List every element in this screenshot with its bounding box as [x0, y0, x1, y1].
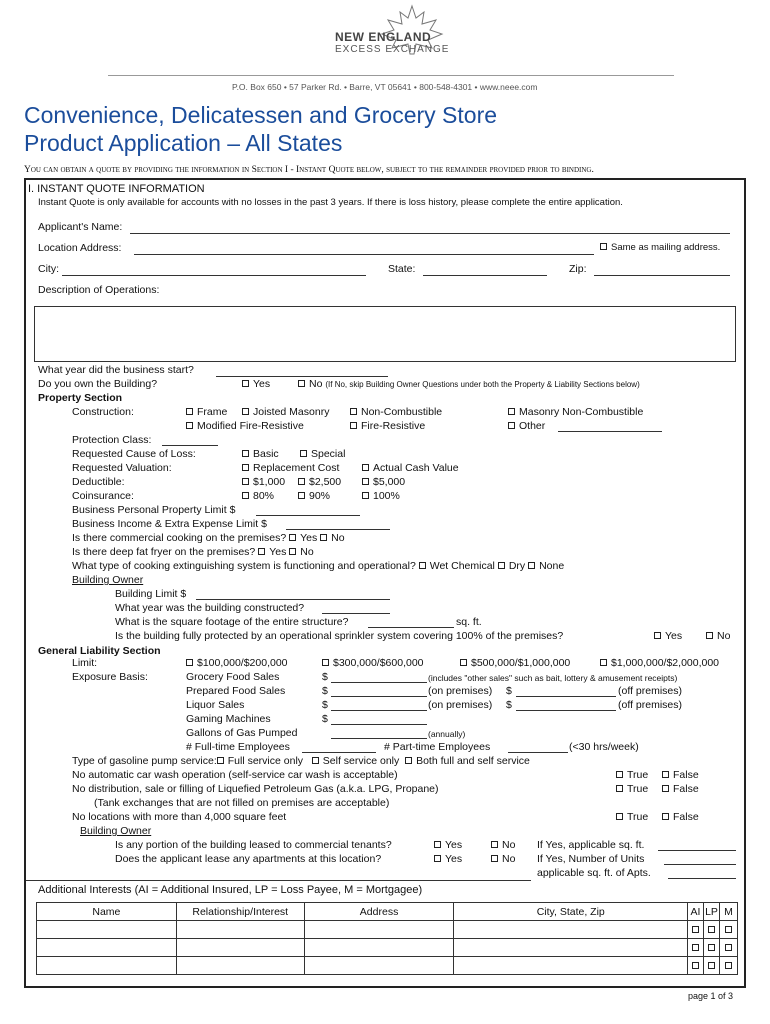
- checkbox-icon[interactable]: [692, 962, 699, 969]
- basic-label: Basic: [253, 448, 279, 460]
- same-mailing-label: Same as mailing address.: [611, 242, 721, 253]
- leased-label: Is any portion of the building leased to commercial tenants?: [115, 839, 392, 851]
- true-label: True: [627, 769, 649, 781]
- table-header-row: [37, 903, 738, 921]
- checkbox-icon[interactable]: [186, 408, 193, 415]
- bpp-label: Business Personal Property Limit $: [72, 504, 236, 516]
- apt-no[interactable]: [491, 853, 515, 866]
- checkbox-icon[interactable]: [662, 771, 669, 778]
- state-field[interactable]: [423, 275, 547, 276]
- no-4000-label: No locations with more than 4,000 square feet: [72, 811, 287, 823]
- checkbox-icon[interactable]: [600, 243, 607, 250]
- d1000-label: $1,000: [253, 476, 286, 488]
- sq-footage-field[interactable]: [368, 627, 454, 628]
- checkbox-icon[interactable]: [692, 944, 699, 951]
- ai-cell[interactable]: [688, 957, 704, 975]
- opt-c90[interactable]: [298, 490, 330, 503]
- page-title-line1: Convenience, Delicatessen and Grocery Store: [24, 102, 498, 128]
- own-building-no[interactable]: [298, 378, 640, 391]
- logo-line2: EXCESS EXCHANGE: [335, 44, 450, 55]
- both-service-label: Both full and self service: [416, 755, 530, 767]
- additional-heading: Additional Interests (AI = Additional Insured, LP = Loss Payee, M = Mortgagee): [38, 884, 423, 896]
- c90-label: 90%: [309, 490, 331, 502]
- liquor-label: Liquor Sales: [186, 699, 245, 711]
- checkbox-icon[interactable]: [186, 659, 193, 666]
- city-cell[interactable]: [454, 957, 688, 975]
- checkbox-icon[interactable]: [186, 422, 193, 429]
- grocery-field[interactable]: [331, 682, 427, 683]
- opt-l2[interactable]: [322, 657, 424, 670]
- dry-label: Dry: [508, 560, 526, 572]
- table-row: [37, 939, 738, 957]
- true-label: True: [627, 783, 649, 795]
- opt-d1000[interactable]: [242, 476, 285, 489]
- description-label: Description of Operations:: [38, 284, 160, 296]
- opt-basic[interactable]: [242, 448, 279, 461]
- m-cell[interactable]: [719, 957, 737, 975]
- prepared-on-field[interactable]: [331, 696, 427, 697]
- l1-label: $100,000/$200,000: [197, 657, 288, 669]
- false-label: False: [673, 811, 699, 823]
- full-service-label: Full service only: [227, 755, 304, 767]
- sqft-false[interactable]: [662, 811, 699, 824]
- leased-no[interactable]: [491, 839, 515, 852]
- name-cell[interactable]: [37, 921, 177, 939]
- relationship-cell[interactable]: [176, 939, 304, 957]
- checkbox-icon[interactable]: [508, 408, 515, 415]
- masonry-noncomb-label: Masonry Non-Combustible: [519, 406, 644, 418]
- own-building-yes[interactable]: [242, 378, 270, 391]
- no-lpg-label: No distribution, sale or filling of Liquefied Petroleum Gas (a.k.a. LPG, Propane): [72, 783, 439, 795]
- name-cell[interactable]: [37, 939, 177, 957]
- none-label: None: [539, 560, 565, 572]
- l4-label: $1,000,000/$2,000,000: [611, 657, 720, 669]
- opt-special[interactable]: [300, 448, 345, 461]
- car-wash-false[interactable]: [662, 769, 699, 782]
- noncomb-label: Non-Combustible: [361, 406, 443, 418]
- city-cell[interactable]: [454, 939, 688, 957]
- self-service-label: Self service only: [322, 755, 400, 767]
- leased-yes[interactable]: [434, 839, 462, 852]
- extinguishing-label: What type of cooking extinguishing system is functioning and operational?: [72, 560, 416, 572]
- checkbox-icon[interactable]: [419, 562, 426, 569]
- address-cell[interactable]: [304, 939, 454, 957]
- checkbox-icon[interactable]: [298, 478, 305, 485]
- joisted-label: Joisted Masonry: [253, 406, 330, 418]
- prepared-dollar2: $: [506, 685, 512, 697]
- opt-joisted[interactable]: [242, 406, 329, 419]
- gas-service-label: Type of gasoline pump service:: [72, 755, 217, 767]
- lpg-true[interactable]: [616, 783, 648, 796]
- col-m: M: [719, 903, 737, 921]
- ft-emp-field[interactable]: [302, 752, 376, 753]
- yes-label: Yes: [253, 378, 271, 390]
- same-mailing-option[interactable]: [600, 242, 720, 253]
- prepared-off-label: (off premises): [618, 685, 682, 697]
- valuation-label: Requested Valuation:: [72, 462, 172, 474]
- liquor-off-label: (off premises): [618, 699, 682, 711]
- checkbox-icon[interactable]: [616, 813, 623, 820]
- ai-cell[interactable]: [688, 939, 704, 957]
- false-label: False: [673, 783, 699, 795]
- opt-other[interactable]: [508, 420, 545, 433]
- checkbox-icon[interactable]: [362, 464, 369, 471]
- page-number: page 1 of 3: [688, 991, 734, 1001]
- pt-emp-label: # Part-time Employees: [384, 741, 491, 753]
- car-wash-true[interactable]: [616, 769, 648, 782]
- bi-field[interactable]: [286, 529, 390, 530]
- checkbox-icon[interactable]: [708, 926, 715, 933]
- no-car-wash-label: No automatic car wash operation (self-service car wash is acceptable): [72, 769, 398, 781]
- c80-label: 80%: [253, 490, 275, 502]
- frame-label: Frame: [197, 406, 228, 418]
- coinsurance-label: Coinsurance:: [72, 490, 134, 502]
- apt-if-yes-label: If Yes, Number of Units: [537, 853, 645, 865]
- opt-l4[interactable]: [600, 657, 719, 670]
- checkbox-icon[interactable]: [460, 659, 467, 666]
- c100-label: 100%: [373, 490, 400, 502]
- zip-label: Zip:: [569, 263, 587, 275]
- checkbox-icon[interactable]: [298, 380, 305, 387]
- opt-l1[interactable]: [186, 657, 288, 670]
- apt-sqft-label: applicable sq. ft. of Apts.: [537, 867, 651, 879]
- section1-heading: I. INSTANT QUOTE INFORMATION: [28, 183, 205, 195]
- own-building-label: Do you own the Building?: [38, 378, 158, 390]
- gl-building-owner: Building Owner: [80, 825, 152, 837]
- additional-interests-table: [36, 902, 738, 975]
- applicant-label: Applicant's Name:: [38, 221, 123, 233]
- city-cell[interactable]: [454, 921, 688, 939]
- checkbox-icon[interactable]: [242, 478, 249, 485]
- bi-label: Business Income & Extra Expense Limit $: [72, 518, 267, 530]
- lp-cell[interactable]: [704, 939, 720, 957]
- grocery-note: (includes "other sales" such as bait, lottery & amusement receipts): [428, 673, 678, 683]
- apt-units-field[interactable]: [664, 864, 736, 865]
- liquor-off-field[interactable]: [516, 710, 616, 711]
- protection-field[interactable]: [162, 445, 218, 446]
- ai-cell[interactable]: [688, 921, 704, 939]
- checkbox-icon[interactable]: [320, 534, 327, 541]
- checkbox-icon[interactable]: [242, 450, 249, 457]
- checkbox-icon[interactable]: [491, 841, 498, 848]
- replacement-label: Replacement Cost: [253, 462, 340, 474]
- col-lp: LP: [704, 903, 720, 921]
- opt-l3[interactable]: [460, 657, 570, 670]
- opt-c80[interactable]: [242, 490, 274, 503]
- exposure-label: Exposure Basis:: [72, 671, 148, 683]
- checkbox-icon[interactable]: [600, 659, 607, 666]
- yes-label: Yes: [269, 546, 287, 558]
- extinguishing: [72, 560, 564, 573]
- grocery-label: Grocery Food Sales: [186, 671, 280, 683]
- opt-acv[interactable]: [362, 462, 459, 475]
- wet-label: Wet Chemical: [429, 560, 495, 572]
- checkbox-icon[interactable]: [706, 632, 713, 639]
- l2-label: $300,000/$600,000: [333, 657, 424, 669]
- address-cell[interactable]: [304, 921, 454, 939]
- building-limit-label: Building Limit $: [115, 588, 187, 600]
- checkbox-icon[interactable]: [298, 492, 305, 499]
- opt-d2500[interactable]: [298, 476, 341, 489]
- checkbox-icon[interactable]: [289, 534, 296, 541]
- location-label: Location Address:: [38, 242, 122, 254]
- checkbox-icon[interactable]: [434, 841, 441, 848]
- checkbox-icon[interactable]: [217, 757, 224, 764]
- m-cell[interactable]: [719, 939, 737, 957]
- checkbox-icon[interactable]: [312, 757, 319, 764]
- gaming-field[interactable]: [331, 724, 427, 725]
- prepared-dollar: $: [322, 685, 328, 697]
- leased-if-yes-label: If Yes, applicable sq. ft.: [537, 839, 645, 851]
- col-address: Address: [304, 903, 454, 921]
- checkbox-icon[interactable]: [616, 785, 623, 792]
- no-label: No: [309, 378, 323, 390]
- other-field[interactable]: [558, 431, 662, 432]
- d2500-label: $2,500: [309, 476, 342, 488]
- address-cell[interactable]: [304, 957, 454, 975]
- table-row: [37, 957, 738, 975]
- header-address: P.O. Box 650 • 57 Parker Rd. • Barre, VT 05641 • 800-548-4301 • www.neee.com: [232, 82, 538, 92]
- zip-field[interactable]: [594, 275, 730, 276]
- deep-fat: [72, 546, 314, 559]
- table-row: [37, 921, 738, 939]
- m-cell[interactable]: [719, 921, 737, 939]
- applicant-field[interactable]: [130, 233, 730, 234]
- sprinkler-label: Is the building fully protected by an operational sprinkler system covering 100% of the premises?: [115, 630, 564, 642]
- header-rule: [108, 75, 674, 76]
- leased-sqft-field[interactable]: [658, 850, 736, 851]
- yes-label: Yes: [300, 532, 318, 544]
- checkbox-icon[interactable]: [725, 962, 732, 969]
- checkbox-icon[interactable]: [725, 926, 732, 933]
- checkbox-icon[interactable]: [434, 855, 441, 862]
- year-start-label: What year did the business start?: [38, 364, 194, 376]
- no-label: No: [502, 839, 516, 851]
- opt-d5000[interactable]: [362, 476, 405, 489]
- true-label: True: [627, 811, 649, 823]
- col-ai: AI: [688, 903, 704, 921]
- gl-heading: General Liability Section: [38, 645, 161, 657]
- property-building-owner: Building Owner: [72, 574, 144, 586]
- liquor-on-label: (on premises): [428, 699, 493, 711]
- location-field[interactable]: [134, 254, 594, 255]
- opt-fire-res[interactable]: [350, 420, 425, 433]
- checkbox-icon[interactable]: [242, 492, 249, 499]
- gas-service: [72, 755, 530, 768]
- gallons-label: Gallons of Gas Pumped: [186, 727, 298, 739]
- lp-cell[interactable]: [704, 921, 720, 939]
- col-name: Name: [37, 903, 177, 921]
- acv-label: Actual Cash Value: [373, 462, 459, 474]
- apartments-label: Does the applicant lease any apartments at this location?: [115, 853, 382, 865]
- year-constructed-label: What year was the building constructed?: [115, 602, 305, 614]
- no-label: No: [717, 630, 731, 642]
- gaming-label: Gaming Machines: [186, 713, 271, 725]
- year-constructed-field[interactable]: [322, 613, 390, 614]
- commercial-cooking-label: Is there commercial cooking on the premises?: [72, 532, 287, 544]
- city-field[interactable]: [62, 275, 366, 276]
- no-label: No: [300, 546, 314, 558]
- description-box[interactable]: [34, 306, 736, 362]
- pt-emp-field[interactable]: [508, 752, 568, 753]
- checkbox-icon[interactable]: [242, 408, 249, 415]
- lpg-false[interactable]: [662, 783, 699, 796]
- name-cell[interactable]: [37, 957, 177, 975]
- commercial-cooking: [72, 532, 345, 545]
- checkbox-icon[interactable]: [362, 492, 369, 499]
- ft-emp-label: # Full-time Employees: [186, 741, 290, 753]
- liquor-dollar: $: [322, 699, 328, 711]
- additional-rule: [26, 880, 531, 881]
- checkbox-icon[interactable]: [508, 422, 515, 429]
- yes-label: Yes: [445, 839, 463, 851]
- property-heading: Property Section: [38, 392, 123, 404]
- checkbox-icon[interactable]: [662, 813, 669, 820]
- checkbox-icon[interactable]: [654, 632, 661, 639]
- other-label: Other: [519, 420, 546, 432]
- relationship-cell[interactable]: [176, 921, 304, 939]
- protection-label: Protection Class:: [72, 434, 152, 446]
- false-label: False: [673, 769, 699, 781]
- l3-label: $500,000/$1,000,000: [471, 657, 571, 669]
- checkbox-icon[interactable]: [258, 548, 265, 555]
- opt-frame[interactable]: [186, 406, 227, 419]
- opt-masonry-noncomb[interactable]: [508, 406, 643, 419]
- checkbox-icon[interactable]: [242, 380, 249, 387]
- gl-limit-label: Limit:: [72, 657, 98, 669]
- no-label: No: [502, 853, 516, 865]
- bpp-field[interactable]: [256, 515, 360, 516]
- deep-fat-label: Is there deep fat fryer on the premises?: [72, 546, 256, 558]
- sprinkler-yes[interactable]: [654, 630, 682, 643]
- checkbox-icon[interactable]: [498, 562, 505, 569]
- opt-noncomb[interactable]: [350, 406, 442, 419]
- checkbox-icon[interactable]: [300, 450, 307, 457]
- checkbox-icon[interactable]: [322, 659, 329, 666]
- checkbox-icon[interactable]: [708, 962, 715, 969]
- prepared-on-label: (on premises): [428, 685, 493, 697]
- checkbox-icon[interactable]: [528, 562, 535, 569]
- modified-fr-label: Modified Fire-Resistive: [197, 420, 304, 432]
- prepared-label: Prepared Food Sales: [186, 685, 286, 697]
- liquor-on-field[interactable]: [331, 710, 427, 711]
- state-label: State:: [388, 263, 416, 275]
- no-label: No: [331, 532, 345, 544]
- construction-label: Construction:: [72, 406, 134, 418]
- pt-note: (<30 hrs/week): [569, 741, 639, 753]
- year-start-field[interactable]: [216, 376, 388, 377]
- lp-cell[interactable]: [704, 957, 720, 975]
- liquor-dollar2: $: [506, 699, 512, 711]
- checkbox-icon[interactable]: [242, 464, 249, 471]
- yes-label: Yes: [445, 853, 463, 865]
- apt-sqft-field[interactable]: [668, 878, 736, 879]
- opt-replacement[interactable]: [242, 462, 339, 475]
- sqft-true[interactable]: [616, 811, 648, 824]
- special-label: Special: [311, 448, 346, 460]
- gallons-field[interactable]: [331, 738, 427, 739]
- checkbox-icon[interactable]: [692, 926, 699, 933]
- building-limit-field[interactable]: [196, 599, 390, 600]
- yes-label: Yes: [665, 630, 683, 642]
- grocery-dollar: $: [322, 671, 328, 683]
- checkbox-icon[interactable]: [491, 855, 498, 862]
- page-title-line2: Product Application – All States: [24, 130, 343, 156]
- fire-res-label: Fire-Resistive: [361, 420, 426, 432]
- checkbox-icon[interactable]: [362, 478, 369, 485]
- checkbox-icon[interactable]: [289, 548, 296, 555]
- sq-ft-unit: sq. ft.: [456, 616, 482, 628]
- city-label: City:: [38, 263, 59, 275]
- d5000-label: $5,000: [373, 476, 406, 488]
- checkbox-icon[interactable]: [350, 408, 357, 415]
- own-no-note: (If No, skip Building Owner Questions under both the Property & Liability Sections below): [325, 380, 640, 389]
- logo-line1: NEW ENGLAND: [335, 30, 432, 44]
- col-city-state-zip: City, State, Zip: [454, 903, 688, 921]
- cause-label: Requested Cause of Loss:: [72, 448, 196, 460]
- section1-note: Instant Quote is only available for accounts with no losses in the past 3 years. If there is loss history, please complete the entire application.: [38, 197, 623, 208]
- relationship-cell[interactable]: [176, 957, 304, 975]
- checkbox-icon[interactable]: [405, 757, 412, 764]
- checkbox-icon[interactable]: [616, 771, 623, 778]
- opt-c100[interactable]: [362, 490, 400, 503]
- sq-footage-label: What is the square footage of the entire structure?: [115, 616, 349, 628]
- gaming-dollar: $: [322, 713, 328, 725]
- checkbox-icon[interactable]: [350, 422, 357, 429]
- col-relationship: Relationship/Interest: [176, 903, 304, 921]
- sprinkler-no[interactable]: [706, 630, 730, 643]
- checkbox-icon[interactable]: [725, 944, 732, 951]
- annually-label: (annually): [428, 729, 466, 739]
- apt-yes[interactable]: [434, 853, 462, 866]
- deductible-label: Deductible:: [72, 476, 125, 488]
- checkbox-icon[interactable]: [708, 944, 715, 951]
- intro-text: You can obtain a quote by providing the information in Section I - Instant Quote below, subject to the remainder provided prior to binding.: [24, 165, 594, 175]
- tank-note: (Tank exchanges that are not filled on premises are acceptable): [94, 797, 390, 809]
- prepared-off-field[interactable]: [516, 696, 616, 697]
- checkbox-icon[interactable]: [662, 785, 669, 792]
- opt-modified-fr[interactable]: [186, 420, 304, 433]
